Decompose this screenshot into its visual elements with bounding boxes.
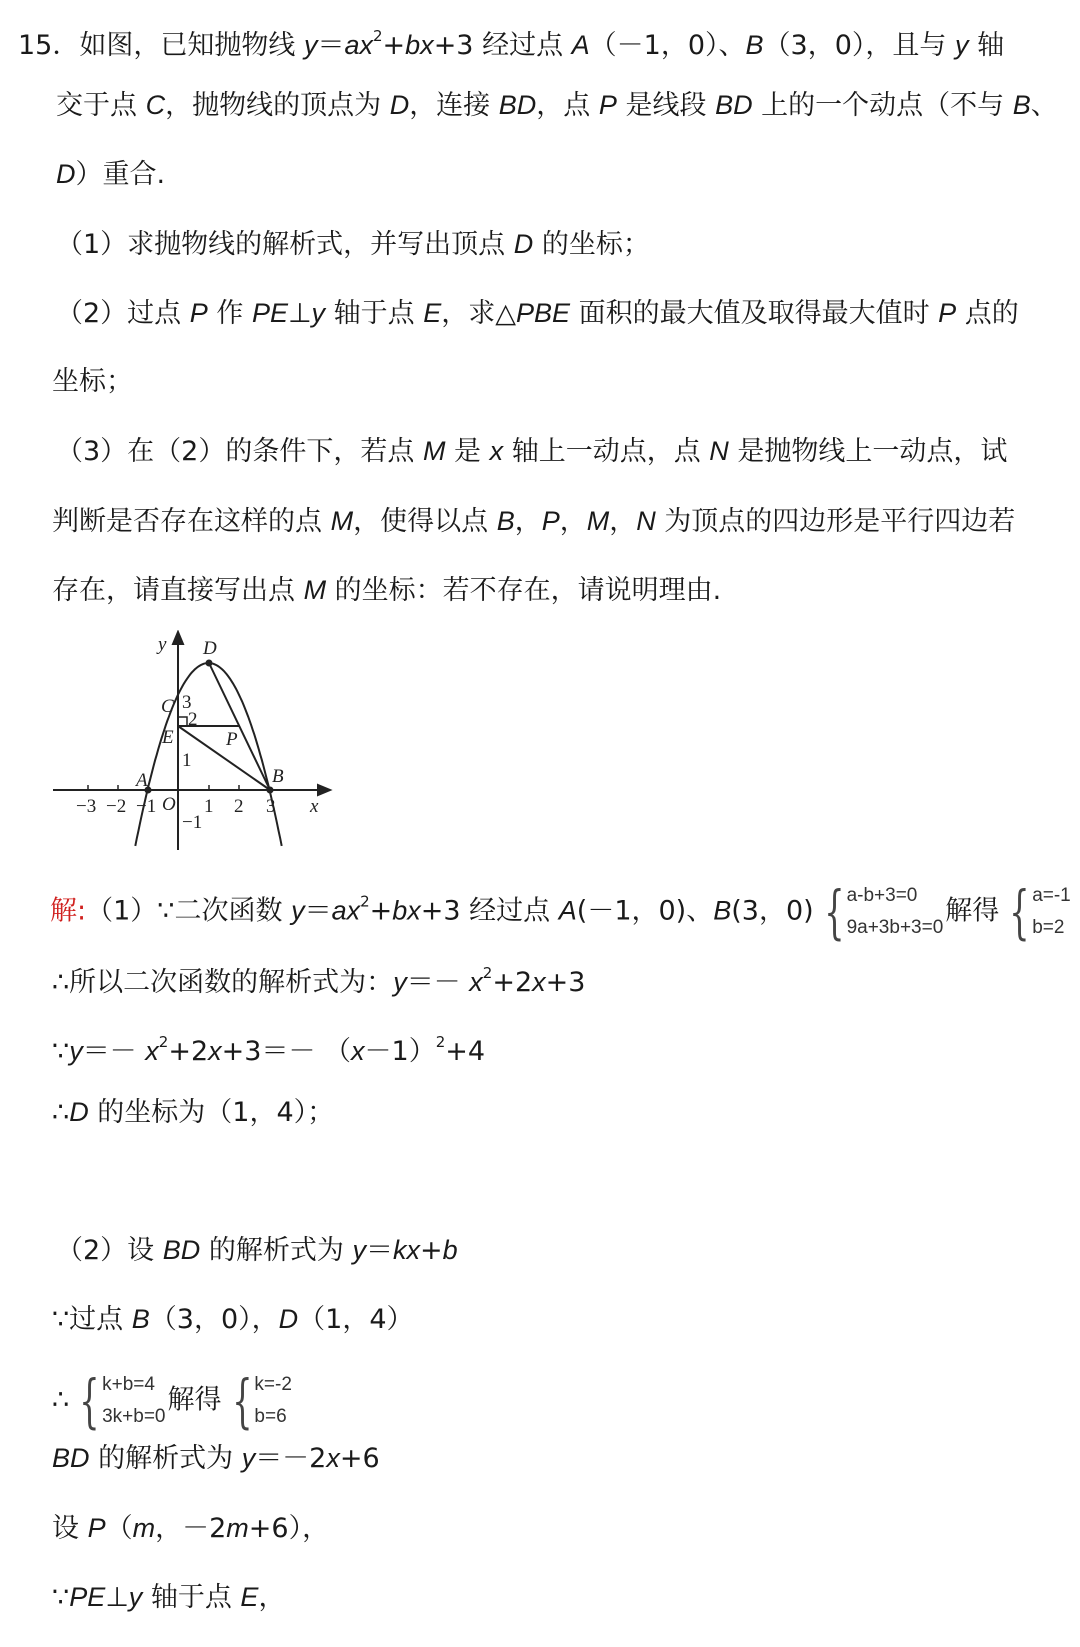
text-segment: BD [498,90,537,120]
text-segment: 轴 [968,30,1005,61]
text-segment: (3，0) [731,895,814,927]
y-axis-arrow [173,632,183,644]
right-angle-mark [178,717,187,726]
parabola-figure [48,630,338,860]
x-tick: 3 [266,796,276,817]
text-line [56,85,1058,126]
text-line [52,1092,334,1133]
text-segment: B [496,506,515,536]
text-segment: （3，0），且与 [763,30,955,61]
text-segment: y [241,1443,256,1473]
text-segment: ， [258,1582,286,1613]
text-segment: ⊥ [105,1582,129,1613]
text-segment: P [87,1513,106,1543]
brace-icon: { [1009,878,1030,946]
text-segment: ∴ [52,1097,70,1128]
text-segment: （2）过点 [56,298,190,329]
text-segment: ∵ [52,1582,70,1613]
equation: k+b=4 [102,1374,155,1395]
text-segment: +3 [545,967,586,998]
text-line [52,1022,485,1072]
solution-label: 解: [50,895,87,927]
text-segment: +2 [492,967,533,998]
text-segment: 存在，请直接写出点 [52,575,304,606]
text-segment: B [713,895,732,926]
text-segment: ，求△ [441,298,516,329]
text-line [56,1230,458,1271]
x-axis-arrow [318,785,330,795]
text-segment: PBE [515,298,570,328]
text-segment: D [389,90,410,120]
text-segment: （ [105,1513,133,1544]
text-segment: (－1，0)、 [576,895,714,927]
text-segment: ，连接 [409,90,499,121]
text-line [56,224,650,265]
superscript: 2 [372,27,383,45]
point-d [206,660,213,667]
text-segment: x [489,436,504,466]
text-segment: + [382,30,406,61]
text-segment: ）重合. [75,159,166,190]
equation: k=-2 [254,1374,292,1395]
text-line [52,362,133,402]
text-segment: ＝ [317,30,345,61]
text-segment: BD [162,1235,201,1265]
text-segment: y [303,30,318,60]
text-segment: P [189,298,208,328]
label-c: C [161,696,174,717]
text-segment: D [278,1304,299,1334]
text-segment: D [69,1097,89,1127]
text-line [56,431,1007,472]
text-segment: +2 [168,1036,209,1067]
text-segment: （1）∵二次函数 [86,895,292,927]
text-segment: m [132,1513,156,1543]
text-segment: ， [559,506,587,537]
y-tick: 3 [182,692,192,713]
text-segment: x [145,1036,159,1066]
brace-icon: { [231,1367,253,1435]
equation: b=2 [1032,917,1065,938]
text-segment: P [598,90,617,120]
y-tick: 1 [182,750,192,771]
text-segment: +3＝－ （ [221,1036,352,1067]
text-segment: + [369,895,393,927]
text-line [50,880,1073,944]
label-y: y [158,634,167,655]
superscript: 2 [158,1033,169,1051]
text-line [52,570,721,611]
equation: 9a+3b+3=0 [846,917,944,938]
text-segment: +6 [339,1443,380,1474]
text-line [52,953,585,1003]
text-segment: （2）设 [56,1235,163,1266]
text-segment: 点的 [956,298,1019,329]
text-segment: P [938,298,957,328]
text-segment: E [240,1582,259,1612]
text-segment: B [1012,90,1031,120]
point-b [267,787,274,794]
text-line [52,1577,285,1618]
text-line [56,293,1019,334]
text-segment: y [352,1235,366,1265]
label-x: x [310,796,319,817]
text-segment: 坐标； [52,366,133,397]
text-line [52,501,1015,542]
text-segment: y [69,1036,83,1066]
text-segment: P [541,506,560,536]
text-segment: bx [392,895,421,926]
text-segment: x [532,967,546,997]
text-segment: M [303,575,327,605]
text-segment: PE [251,298,288,328]
text-segment: （1，4） [298,1304,414,1335]
text-segment: x [326,1443,340,1473]
x-tick: −1 [136,796,157,817]
text-segment: 上的一个动点（不与 [752,90,1013,121]
y-tick: −1 [182,812,203,833]
text-segment: 是抛物线上一动点，试 [728,436,1008,467]
equation-system [816,880,944,944]
text-segment: 15．如图，已知抛物线 [18,30,304,61]
text-segment: A [571,30,590,60]
text-segment: y [128,1582,143,1612]
label-e: E [162,727,174,748]
text-segment: 是线段 [616,90,716,121]
text-segment: D [56,159,76,189]
text-segment: B [745,30,764,60]
text-segment: BD [715,90,753,120]
text-segment: ，点 [536,90,599,121]
superscript: 2 [360,892,370,911]
text-segment: 轴于点 [142,1582,241,1613]
text-segment: ， [514,506,542,537]
text-segment: 、 [1030,90,1058,121]
x-tick: −2 [106,796,127,817]
label-d: D [203,638,217,659]
text-segment: D [513,229,534,259]
text-segment: N [709,436,729,466]
text-segment: N [636,506,656,536]
text-segment: ax [331,895,361,926]
text-segment: M [330,506,354,536]
brace-icon: { [79,1367,100,1435]
parabola-curve [135,663,281,846]
text-segment: 的坐标为（1，4）； [88,1097,335,1128]
segment-eb [178,726,270,790]
text-segment: ，－2 [155,1513,227,1544]
text-segment: （1）求抛物线的解析式，并写出顶点 [56,229,514,260]
text-segment: 的坐标； [533,229,650,260]
text-segment: bx [405,30,434,60]
text-segment: ⊥ [287,298,312,329]
text-segment: x [351,1036,365,1066]
text-segment: kx [392,1235,420,1265]
text-segment: ＝－ [406,967,470,998]
text-segment: 解得 [167,1384,222,1416]
text-segment: x [469,967,483,997]
text-segment: ∴ [52,1384,70,1416]
y-tick: 2 [188,709,198,730]
text-segment: ＝－2 [255,1443,327,1474]
text-segment: 的坐标：若不存在，请说明理由. [326,575,722,606]
text-segment: ∴所以二次函数的解析式为： [52,967,394,998]
equation: b=6 [254,1406,287,1427]
text-segment: x [208,1036,222,1066]
text-segment: M [422,436,446,466]
text-line [18,16,1004,66]
text-line [52,1369,294,1433]
text-segment: M [586,506,610,536]
text-segment: A [558,895,577,926]
text-segment: +4 [445,1036,486,1067]
text-segment: + [419,1235,443,1266]
text-segment: ＝－ [82,1036,146,1067]
text-line [52,1299,414,1340]
superscript: 2 [482,964,493,982]
text-segment: ， [609,506,637,537]
text-segment: E [423,298,442,328]
text-segment: （－1，0）、 [589,30,746,61]
text-segment: ∵过点 [52,1304,132,1335]
text-segment: 交于点 [56,90,146,121]
brace-icon: { [823,878,845,946]
text-segment: y [393,967,407,997]
text-segment: 设 [52,1513,88,1544]
equation: 3k+b=0 [102,1406,166,1427]
text-segment: 面积的最大值及取得最大值时 [570,298,939,329]
text-segment: B [131,1304,150,1334]
text-segment: ＝ [365,1235,393,1266]
text-line [52,1508,329,1549]
label-p: P [226,729,238,750]
equation: a=-1 [1032,885,1071,906]
text-segment: y [955,30,969,60]
text-segment: 解得 [945,895,1000,927]
text-segment: ，使得以点 [353,506,497,537]
text-segment: 的解析式为 [89,1443,242,1474]
label-a: A [136,770,148,791]
x-tick: −3 [76,796,97,817]
text-segment: 是 [445,436,490,467]
text-segment: 轴于点 [325,298,424,329]
text-segment: （3，0）， [149,1304,279,1335]
text-segment: （3）在（2）的条件下，若点 [56,436,423,467]
text-segment: 的解析式为 [200,1235,353,1266]
text-segment: 作 [207,298,252,329]
text-line [56,154,165,195]
text-segment: y [311,298,326,328]
superscript: 2 [435,1033,446,1051]
equation-system [1001,880,1070,944]
x-tick: 2 [234,796,244,817]
text-segment: ax [344,30,373,60]
text-segment: +6）， [248,1513,330,1544]
text-segment: 轴上一动点，点 [503,436,710,467]
text-segment: 为顶点的四边形是平行四边若 [655,506,1016,537]
text-segment: y [291,895,305,926]
equation-system [224,1369,292,1433]
x-tick: 1 [204,796,214,817]
text-segment: b [442,1235,458,1265]
text-segment: －1） [364,1036,436,1067]
equation-system [71,1369,165,1433]
text-line [52,1438,380,1479]
text-segment: +3 经过点 [420,895,559,927]
text-segment: ，抛物线的顶点为 [165,90,390,121]
text-segment: C [145,90,166,120]
label-o: O [162,794,176,815]
text-segment: m [226,1513,249,1543]
text-segment: +3 经过点 [433,30,572,61]
text-segment: 判断是否存在这样的点 [52,506,331,537]
text-segment: PE [69,1582,106,1612]
text-segment: ＝ [304,895,332,927]
text-segment: BD [52,1443,90,1473]
text-segment: ∵ [52,1036,70,1067]
label-b: B [272,766,284,787]
equation: a-b+3=0 [846,885,918,906]
